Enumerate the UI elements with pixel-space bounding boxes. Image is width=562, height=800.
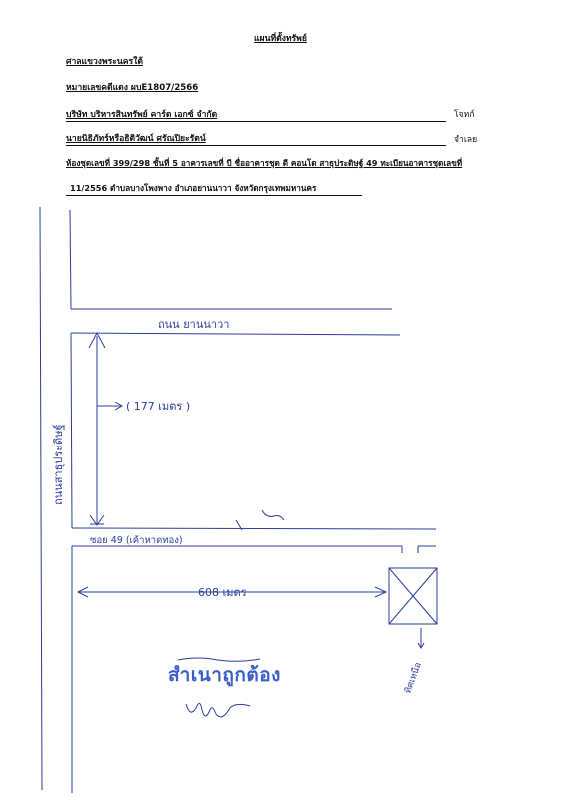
plaintiff-role: โจทก์ (454, 110, 475, 120)
signature-scribble (186, 703, 250, 716)
left-road-edge-outer (40, 207, 42, 790)
top-road-lower-edge (71, 333, 400, 335)
distance-horizontal-label: 608 เมตร (198, 586, 247, 599)
left-road-inner-lower (71, 333, 72, 528)
case-number: หมายเลขคดีแดง ผบE1807/2566 (66, 83, 199, 93)
road-left-label: ถนนสาธุประดิษฐ์ (52, 424, 65, 505)
document-title: แผนที่ตั้งทรัพย์ (254, 34, 307, 44)
plaintiff-name: บริษัท บริหารสินทรัพย์ คาร์ด เอกซ์ จำกัด (66, 110, 218, 120)
left-road-edge-inner (70, 210, 71, 309)
soi-label: ซอย 49 (เค้าหาดทอง) (90, 535, 183, 546)
property-description-line1: ห้องชุดเลขที่ 399/298 ชั้นที่ 5 อาคารเลขที่ บี ชื่ออาคารชุด ดี คอนโด สาธุประดิษฐ์ 49 ทะเบียนอาคารชุดเลขที่ (66, 158, 463, 168)
court-name: ศาลแขวงพระนครใต้ (66, 57, 143, 67)
defendant-name: นายนิธิภัทร์หรือธิติวัฒน์ ศรัณปิยะรัตน์ (66, 134, 206, 144)
defendant-role: จำเลย (454, 135, 478, 145)
road-top-label: ถนน ยานนาวา (158, 318, 230, 331)
distance-vertical-label: ( 177 เมตร ) (126, 400, 191, 413)
certified-copy-stamp: สำเนาถูกต้อง (168, 664, 281, 686)
property-description-line2: 11/2556 ตำบลบางโพงพาง อำเภอยานนาวา จังหวัดกรุงเทพมหานคร (70, 183, 317, 193)
stamp-mark (262, 510, 284, 520)
soi-upper-edge (72, 528, 436, 529)
north-label: ทิศเหนือ (403, 661, 424, 696)
